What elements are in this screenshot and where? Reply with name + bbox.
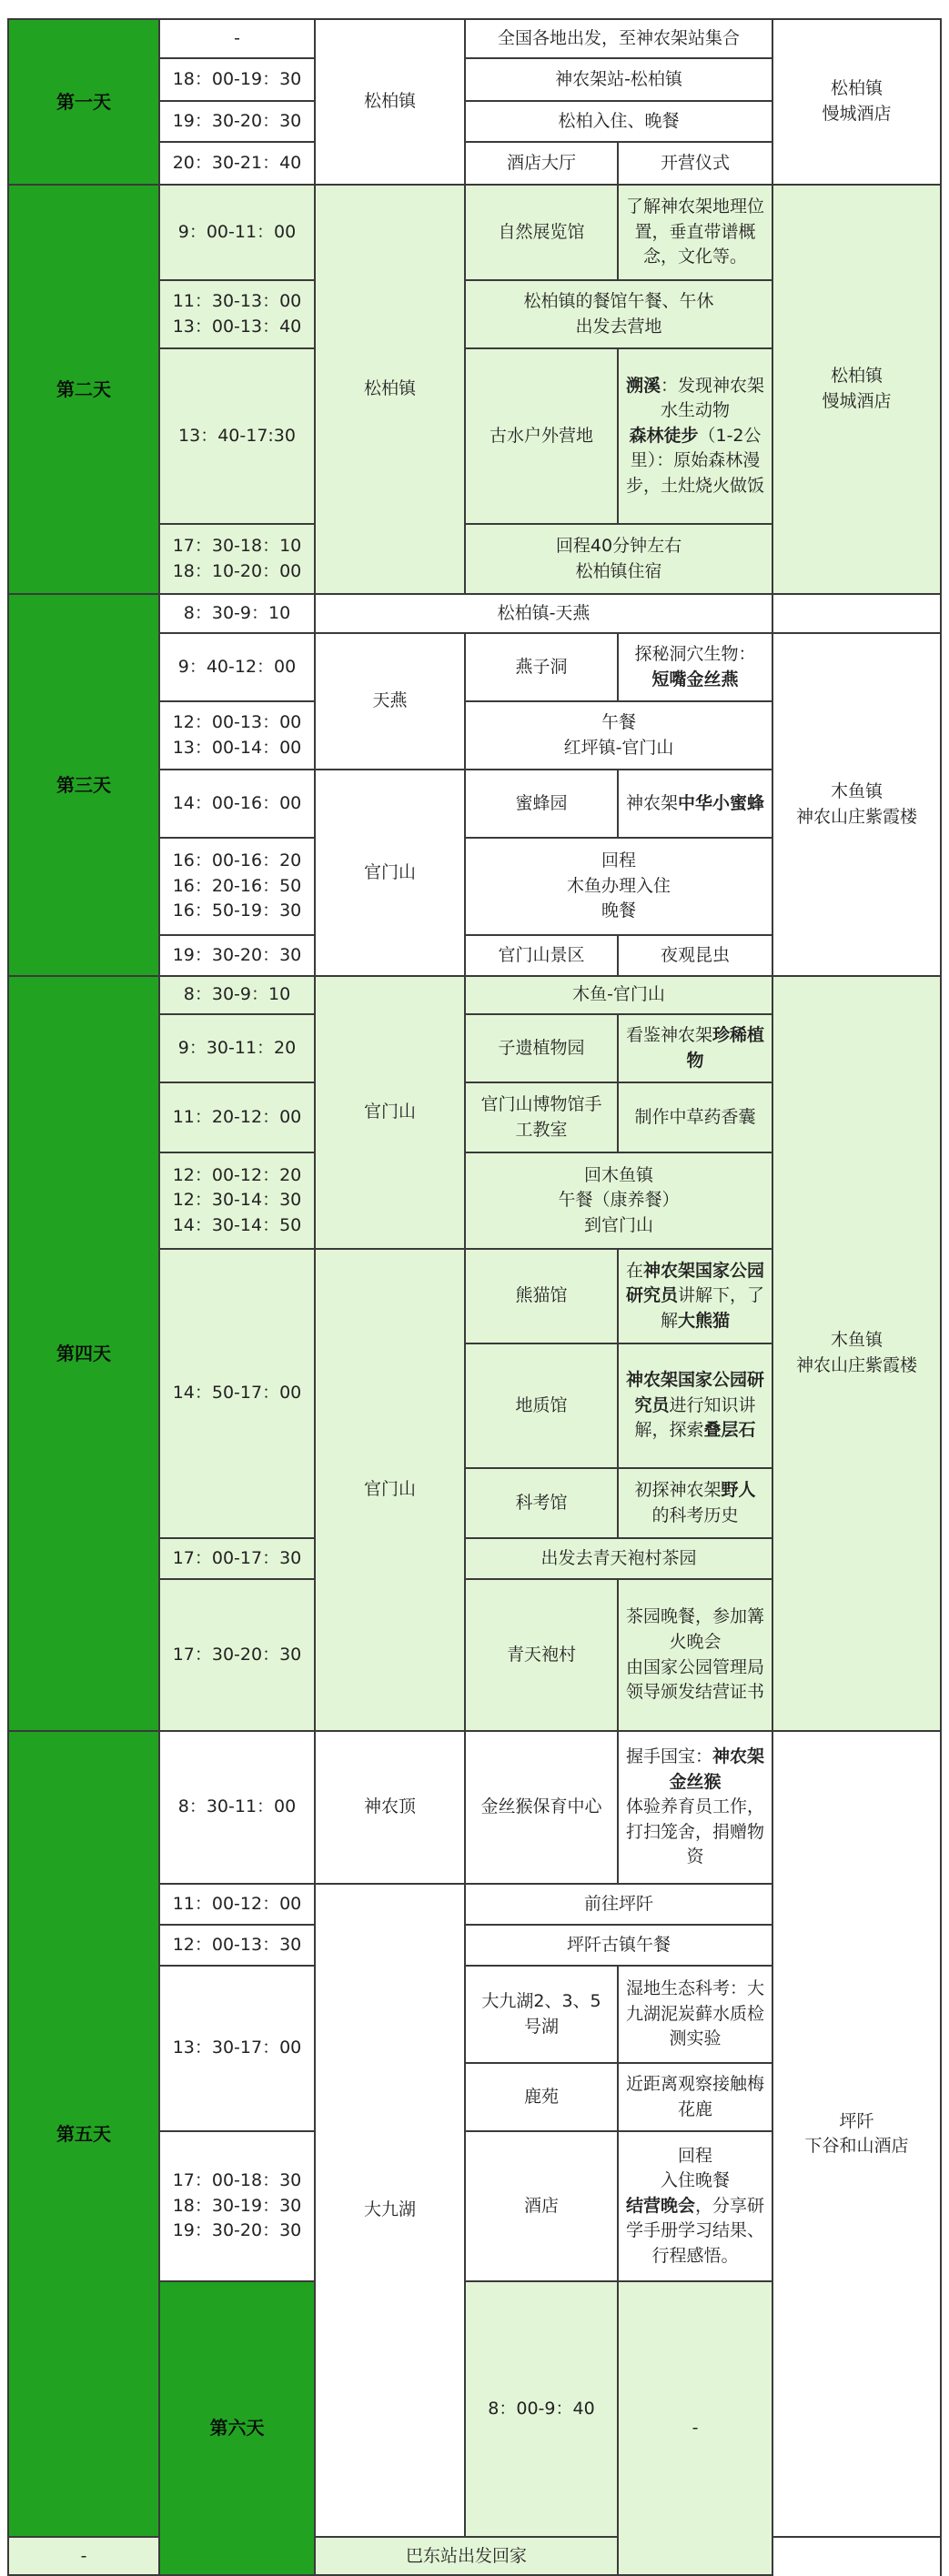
time-cell: 12：00-13：00 13：00-14：00 bbox=[159, 701, 315, 770]
time-cell: 13：40-17:30 bbox=[159, 348, 315, 524]
table-row bbox=[8, 594, 941, 633]
time-cell: 13：30-17：00 bbox=[159, 1966, 315, 2131]
description-cell: 夜观昆虫 bbox=[618, 935, 772, 976]
description-cell bbox=[618, 770, 772, 838]
itinerary-table bbox=[7, 18, 942, 2576]
activity-cell: 松柏镇-天燕 bbox=[315, 594, 772, 633]
time-cell: 8：30-9：10 bbox=[159, 976, 315, 1014]
bold-text: 森林徒步 bbox=[629, 425, 699, 446]
hotel-cell: 坪阡 下谷和山酒店 bbox=[772, 1731, 941, 2537]
activity-cell: 酒店 bbox=[465, 2131, 618, 2281]
description-cell bbox=[618, 2131, 772, 2281]
table-row bbox=[8, 19, 941, 58]
text: 的科考历史 bbox=[651, 1504, 739, 1525]
bold-text: 溯溪 bbox=[626, 375, 661, 396]
activity-cell: 熊猫馆 bbox=[465, 1249, 618, 1343]
day-label: 第六天 bbox=[159, 2281, 315, 2575]
day-label: 第五天 bbox=[8, 1731, 159, 2537]
time-cell: 9：00-11：00 bbox=[159, 185, 315, 280]
time-cell: 18：00-19：30 bbox=[159, 58, 315, 101]
text: 探秘洞穴生物： bbox=[634, 643, 756, 664]
text: 回程 入住晚餐 bbox=[661, 2145, 731, 2191]
description-cell bbox=[618, 633, 772, 701]
time-cell: 12：00-13：30 bbox=[159, 1925, 315, 1966]
activity-cell: 全国各地出发，至神农架站集合 bbox=[465, 19, 772, 58]
place-cell: 大九湖 bbox=[315, 1884, 465, 2537]
activity-cell: 燕子洞 bbox=[465, 633, 618, 701]
bold-text: 大熊猫 bbox=[678, 1310, 731, 1331]
activity-cell: 金丝猴保育中心 bbox=[465, 1731, 618, 1884]
time-cell: 20：30-21：40 bbox=[159, 142, 315, 185]
description-cell: 茶园晚餐，参加篝火晚会 由国家公园管理局领导颁发结营证书 bbox=[618, 1579, 772, 1731]
activity-cell: 午餐 红坪镇-官门山 bbox=[465, 701, 772, 770]
bold-text: 野人 bbox=[721, 1479, 756, 1500]
text: ：发现神农架水生动物 bbox=[661, 375, 765, 421]
description-cell: 开营仪式 bbox=[618, 142, 772, 185]
activity-cell: 前往坪阡 bbox=[465, 1884, 772, 1925]
bold-text: 神农架国家公园研究员 bbox=[626, 1260, 765, 1306]
description-cell: 制作中草药香囊 bbox=[618, 1082, 772, 1152]
time-cell: 9：30-11：20 bbox=[159, 1014, 315, 1082]
day-label: 第一天 bbox=[8, 19, 159, 185]
place-cell: 官门山 bbox=[315, 770, 465, 976]
text: 进行知识讲解，探索 bbox=[634, 1394, 756, 1441]
place-cell: - bbox=[618, 2281, 772, 2575]
place-cell: 神农顶 bbox=[315, 1731, 465, 1884]
description-cell: 了解神农架地理位置，垂直带谱概念，文化等。 bbox=[618, 185, 772, 280]
activity-cell: 坪阡古镇午餐 bbox=[465, 1925, 772, 1966]
activity-cell: 青天袍村 bbox=[465, 1579, 618, 1731]
table-row bbox=[8, 1731, 941, 1884]
activity-cell: 回程 木鱼办理入住 晚餐 bbox=[465, 838, 772, 935]
description-cell bbox=[618, 1468, 772, 1538]
activity-cell: 大九湖2、3、5号湖 bbox=[465, 1966, 618, 2063]
bold-text: 神农架金丝猴 bbox=[669, 1746, 765, 1792]
text: ，分享研学手册学习结果、行程感悟。 bbox=[626, 2195, 765, 2266]
bold-text: 珍稀植物 bbox=[686, 1024, 765, 1071]
text: 在 bbox=[626, 1260, 644, 1281]
time-cell: 19：30-20：30 bbox=[159, 101, 315, 142]
description-cell bbox=[618, 348, 772, 524]
hotel-cell: 松柏镇 慢城酒店 bbox=[772, 185, 941, 594]
time-cell: 12：00-12：20 12：30-14：30 14：30-14：50 bbox=[159, 1152, 315, 1249]
description-cell bbox=[618, 1731, 772, 1884]
itinerary-wrapper bbox=[7, 18, 940, 2566]
activity-cell: 蜜蜂园 bbox=[465, 770, 618, 838]
place-cell: 天燕 bbox=[315, 633, 465, 770]
bold-text: 神农架国家公园研究员 bbox=[626, 1370, 765, 1415]
activity-cell: 出发去青天袍村茶园 bbox=[465, 1538, 772, 1579]
text: （1-2公里）：原始森林漫步，土灶烧火做饭 bbox=[626, 425, 765, 496]
place-cell: 松柏镇 bbox=[315, 185, 465, 594]
time-cell: 8：30-11：00 bbox=[159, 1731, 315, 1884]
place-cell: 官门山 bbox=[315, 1249, 465, 1731]
activity-cell: 科考馆 bbox=[465, 1468, 618, 1538]
table-row bbox=[8, 976, 941, 1014]
time-cell: 16：00-16：20 16：20-16：50 16：50-19：30 bbox=[159, 838, 315, 935]
table-row bbox=[8, 2537, 941, 2575]
activity-cell: 回木鱼镇 午餐（康养餐） 到官门山 bbox=[465, 1152, 772, 1249]
activity-cell: 地质馆 bbox=[465, 1343, 618, 1468]
time-cell: 8：30-9：10 bbox=[159, 594, 315, 633]
activity-cell: 酒店大厅 bbox=[465, 142, 618, 185]
place-cell: 松柏镇 bbox=[315, 19, 465, 185]
table-row bbox=[8, 185, 941, 280]
description-cell bbox=[618, 1343, 772, 1468]
bold-text: 叠层石 bbox=[703, 1420, 756, 1441]
day-label: 第二天 bbox=[8, 185, 159, 594]
activity-cell: 子遗植物园 bbox=[465, 1014, 618, 1082]
day-label: 第四天 bbox=[8, 976, 159, 1731]
time-cell: 17：00-18：30 18：30-19：30 19：30-20：30 bbox=[159, 2131, 315, 2281]
text: 讲解下，了解 bbox=[660, 1285, 765, 1331]
time-cell: - bbox=[159, 19, 315, 58]
activity-cell: 木鱼-官门山 bbox=[465, 976, 772, 1014]
time-cell: 14：00-16：00 bbox=[159, 770, 315, 838]
description-cell: 近距离观察接触梅花鹿 bbox=[618, 2063, 772, 2131]
hotel-cell: 木鱼镇 神农山庄紫霞楼 bbox=[772, 633, 941, 976]
hotel-cell bbox=[772, 594, 941, 633]
time-cell: 14：50-17：00 bbox=[159, 1249, 315, 1538]
time-cell: 11：30-13：00 13：00-13：40 bbox=[159, 280, 315, 348]
time-cell: 9：40-12：00 bbox=[159, 633, 315, 701]
time-cell: - bbox=[8, 2537, 159, 2575]
time-cell: 17：00-17：30 bbox=[159, 1538, 315, 1579]
activity-cell: 松柏入住、晚餐 bbox=[465, 101, 772, 142]
time-cell: 11：20-12：00 bbox=[159, 1082, 315, 1152]
bold-text: 结营晚会 bbox=[626, 2195, 696, 2216]
activity-cell: 松柏镇的餐馆午餐、午休 出发去营地 bbox=[465, 280, 772, 348]
description-cell bbox=[618, 1014, 772, 1082]
time-cell: 19：30-20：30 bbox=[159, 935, 315, 976]
bold-text: 中华小蜜蜂 bbox=[678, 792, 765, 813]
activity-cell: 官门山景区 bbox=[465, 935, 618, 976]
text: 握手国宝： bbox=[626, 1746, 713, 1767]
activity-cell: 古水户外营地 bbox=[465, 348, 618, 524]
text: 体验养育员工作，打扫笼舍，捐赠物资 bbox=[626, 1796, 765, 1867]
text: 初探神农架 bbox=[634, 1479, 722, 1500]
activity-cell: 鹿苑 bbox=[465, 2063, 618, 2131]
activity-cell: 回程40分钟左右 松柏镇住宿 bbox=[465, 524, 772, 594]
bold-text: 短嘴金丝燕 bbox=[651, 669, 739, 689]
text: 神农架 bbox=[626, 792, 679, 813]
description-cell: 湿地生态科考：大九湖泥炭藓水质检测实验 bbox=[618, 1966, 772, 2063]
hotel-cell: 木鱼镇 神农山庄紫霞楼 bbox=[772, 976, 941, 1731]
time-cell: 17：30-18：10 18：10-20：00 bbox=[159, 524, 315, 594]
time-cell: 11：00-12：00 bbox=[159, 1884, 315, 1925]
activity-cell: 神农架站-松柏镇 bbox=[465, 58, 772, 101]
activity-cell: 巴东站出发回家 bbox=[315, 2537, 618, 2575]
place-cell: 官门山 bbox=[315, 976, 465, 1249]
text: 看鉴神农架 bbox=[626, 1024, 713, 1045]
time-cell: 8：00-9：40 bbox=[465, 2281, 618, 2537]
time-cell: 17：30-20：30 bbox=[159, 1579, 315, 1731]
activity-cell: 官门山博物馆手工教室 bbox=[465, 1082, 618, 1152]
hotel-cell: 松柏镇 慢城酒店 bbox=[772, 19, 941, 185]
day-label: 第三天 bbox=[8, 594, 159, 976]
description-cell bbox=[618, 1249, 772, 1343]
activity-cell: 自然展览馆 bbox=[465, 185, 618, 280]
